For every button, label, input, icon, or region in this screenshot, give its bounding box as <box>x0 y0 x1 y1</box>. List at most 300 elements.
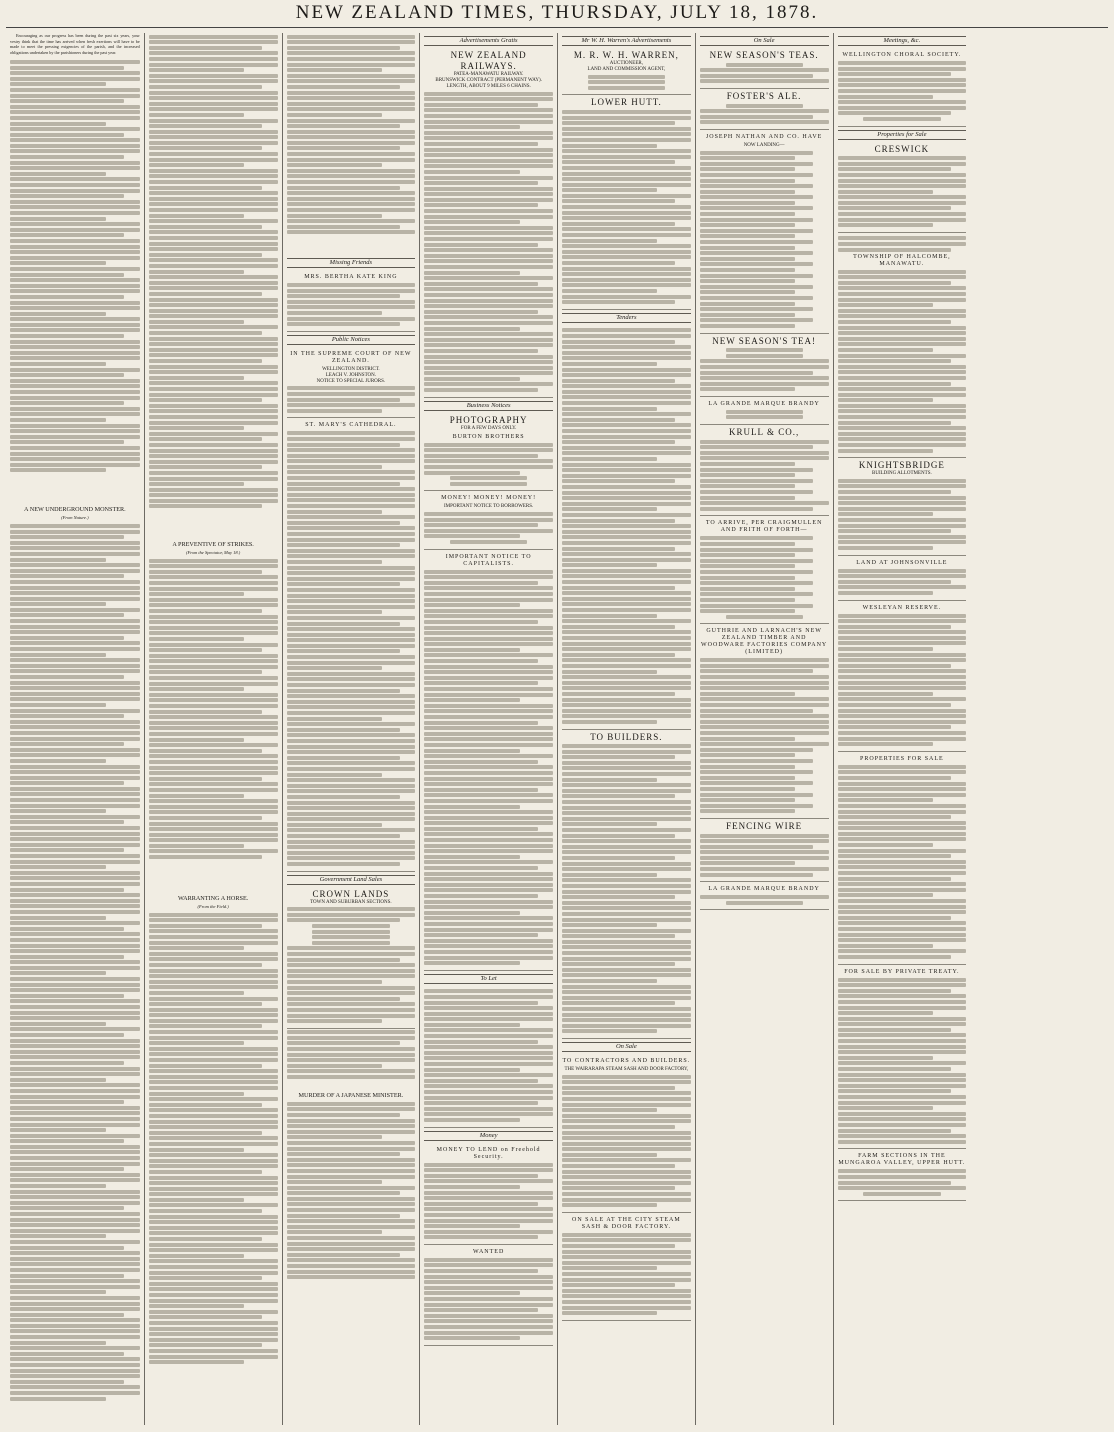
text-line <box>700 598 795 602</box>
text-line <box>562 940 691 944</box>
text-line <box>149 810 278 814</box>
text-line <box>287 812 416 816</box>
text-line <box>838 337 967 341</box>
text-line <box>287 526 416 530</box>
text-line <box>700 240 813 244</box>
text-line <box>562 862 691 866</box>
text-line <box>424 142 537 146</box>
knightsbridge-sub: BUILDING ALLOTMENTS. <box>872 471 932 477</box>
text-line <box>10 1083 140 1087</box>
text-line <box>700 725 829 729</box>
text-line <box>10 284 140 288</box>
text-line <box>424 1163 553 1167</box>
text-line <box>424 338 553 342</box>
text-line <box>838 686 967 690</box>
text-line <box>149 365 278 369</box>
text-line <box>838 983 967 987</box>
guthrie-head: GUTHRIE AND LARNACH'S NEW ZEALAND TIMBER AND WOODWARE FACTORIES COMPANY (LIMITED) <box>701 628 828 656</box>
text-line <box>424 97 553 101</box>
text-line <box>149 609 262 613</box>
text-line <box>149 460 278 464</box>
text-line <box>10 871 140 875</box>
text-line <box>424 737 553 741</box>
text-line <box>287 952 416 956</box>
text-line <box>424 1096 553 1100</box>
text-line <box>562 580 691 584</box>
text-line <box>287 711 416 715</box>
text-line <box>287 1075 416 1079</box>
text-line <box>838 1045 967 1049</box>
text-line <box>562 407 657 411</box>
text-line <box>287 1225 416 1229</box>
article-body <box>10 522 140 1402</box>
text-line <box>287 1197 416 1201</box>
text-line <box>562 962 675 966</box>
text-line <box>10 1195 140 1199</box>
text-line <box>562 597 691 601</box>
text-line <box>10 1302 140 1306</box>
text-line <box>424 198 553 202</box>
text-line <box>838 212 967 216</box>
text-line <box>10 1005 140 1009</box>
text-line <box>10 737 140 741</box>
text-line <box>562 1255 691 1259</box>
text-line <box>562 216 691 220</box>
text-line <box>10 1363 140 1367</box>
section-on-sale: On Sale <box>700 36 829 46</box>
text-line <box>838 535 967 539</box>
text-line <box>149 615 278 619</box>
text-line <box>312 941 389 945</box>
text-line <box>149 581 278 585</box>
text-line <box>149 570 262 574</box>
text-line <box>562 586 675 590</box>
text-line <box>838 860 967 864</box>
text-line <box>10 1178 140 1182</box>
text-line <box>700 387 795 391</box>
text-line <box>149 292 262 296</box>
text-line <box>424 321 553 325</box>
text-line <box>287 1236 416 1240</box>
text-line <box>424 534 519 538</box>
johnsonville-ad <box>838 556 967 601</box>
text-line <box>424 749 519 753</box>
text-line <box>562 912 691 916</box>
text-line <box>287 627 416 631</box>
text-line <box>838 242 967 246</box>
text-line <box>562 1300 691 1304</box>
text-line <box>700 490 813 494</box>
text-line <box>562 647 691 651</box>
text-line <box>149 465 262 469</box>
text-line <box>10 1329 140 1333</box>
text-line <box>149 1041 244 1045</box>
text-line <box>149 1036 278 1040</box>
text-line <box>838 286 967 290</box>
text-line <box>10 971 106 975</box>
text-line <box>149 303 278 307</box>
text-line <box>424 1168 553 1172</box>
reserve-head: WESLEYAN RESERVE. <box>862 604 942 611</box>
nathan-head: JOSEPH NATHAN AND CO. HAVE <box>705 133 823 140</box>
text-line <box>149 575 278 579</box>
text-line <box>287 1002 416 1006</box>
text-line <box>149 314 278 318</box>
private-treaty-ad <box>838 965 967 1150</box>
text-line <box>424 816 553 820</box>
text-line <box>838 675 967 679</box>
text-line <box>838 359 951 363</box>
text-line <box>10 613 124 617</box>
text-line <box>10 334 124 338</box>
text-line <box>287 739 416 743</box>
text-line <box>562 951 691 955</box>
text-line <box>838 569 967 573</box>
text-line <box>424 1112 553 1116</box>
text-line <box>10 932 140 936</box>
railway-sub: PATEA-MANAWATU RAILWAY. <box>453 72 524 77</box>
text-line <box>838 1095 967 1099</box>
text-line <box>287 119 416 123</box>
text-line <box>149 844 244 848</box>
text-line <box>700 592 813 596</box>
text-line <box>562 384 691 388</box>
text-line <box>700 845 813 849</box>
text-line <box>424 159 553 163</box>
text-line <box>562 541 691 545</box>
text-line <box>287 403 416 407</box>
text-line <box>700 257 795 261</box>
text-line <box>10 580 140 584</box>
text-line <box>424 226 553 230</box>
text-line <box>424 243 537 247</box>
text-line <box>10 94 140 98</box>
text-line <box>287 141 416 145</box>
text-line <box>149 286 278 290</box>
text-line <box>10 396 140 400</box>
text-line <box>287 398 400 402</box>
text-line <box>562 895 675 899</box>
text-line <box>562 172 691 176</box>
text-line <box>562 474 691 478</box>
photo-sub: FOR A FEW DAYS ONLY. <box>460 425 517 431</box>
text-line <box>149 119 278 123</box>
text-line <box>149 849 278 853</box>
text-line <box>424 1280 553 1284</box>
text-line <box>562 121 675 125</box>
text-line <box>10 1055 140 1059</box>
text-line <box>424 1269 537 1273</box>
johnsonville-head: LAND AT JOHNSONVILLE <box>856 559 948 566</box>
text-line <box>424 793 553 797</box>
text-line <box>700 697 829 701</box>
text-line <box>838 776 951 780</box>
text-line <box>10 921 140 925</box>
text-line <box>562 295 691 299</box>
text-line <box>287 1014 416 1018</box>
text-line <box>562 149 691 153</box>
text-line <box>562 806 691 810</box>
text-line <box>10 1128 106 1132</box>
text-line <box>149 1114 278 1118</box>
text-line <box>424 1263 553 1267</box>
text-line <box>10 446 140 450</box>
text-line <box>10 1285 140 1289</box>
text-line <box>149 676 278 680</box>
text-line <box>562 289 657 293</box>
text-line <box>562 368 691 372</box>
wanted-ad <box>424 1245 553 1346</box>
text-line <box>700 285 813 289</box>
text-line <box>424 944 553 948</box>
text-line <box>149 980 278 984</box>
text-line <box>424 1001 537 1005</box>
text-line <box>10 1385 140 1389</box>
text-line <box>287 862 400 866</box>
text-line <box>562 789 691 793</box>
text-line <box>287 283 416 287</box>
text-line <box>424 922 553 926</box>
text-line <box>287 1041 400 1045</box>
text-line <box>149 102 278 106</box>
text-line <box>424 877 553 881</box>
text-line <box>149 946 244 950</box>
farm-sections-ad <box>838 1149 967 1201</box>
text-line <box>562 839 691 843</box>
text-line <box>838 1175 967 1179</box>
text-line <box>424 443 553 447</box>
text-line <box>287 305 416 309</box>
text-line <box>838 546 933 550</box>
text-line <box>562 1238 691 1242</box>
text-line <box>562 642 691 646</box>
column-7 <box>833 33 971 1425</box>
text-line <box>10 1134 140 1138</box>
text-line <box>838 281 951 285</box>
text-line <box>562 800 691 804</box>
text-line <box>838 742 933 746</box>
text-line <box>424 1297 553 1301</box>
halcombe-ad <box>838 233 967 458</box>
text-line <box>149 152 278 156</box>
text-line <box>10 149 140 153</box>
text-line <box>149 258 278 262</box>
text-line <box>149 51 278 55</box>
text-line <box>726 415 803 419</box>
warren-name: M. R. W. H. WARREN, <box>573 50 679 60</box>
text-line <box>287 1186 416 1190</box>
text-line <box>424 1118 519 1122</box>
text-line <box>287 515 416 519</box>
text-line <box>424 1235 537 1239</box>
text-line <box>287 655 416 659</box>
text-line <box>424 349 537 353</box>
text-line <box>287 1175 416 1179</box>
city-sale-head: ON SALE AT THE CITY STEAM SASH & DOOR FACTORY. <box>572 1216 681 1230</box>
text-line <box>287 856 416 860</box>
text-line <box>10 753 140 757</box>
text-line <box>562 429 691 433</box>
article-title: A PREVENTIVE OF STRIKES. <box>172 541 254 548</box>
text-line <box>149 559 278 563</box>
text-line <box>10 1223 140 1227</box>
text-line <box>149 1064 262 1068</box>
farm-head: FARM SECTIONS IN THE MUNGAROA VALLEY, UPPER HUTT. <box>838 1153 966 1167</box>
text-line <box>838 432 967 436</box>
text-line <box>424 148 553 152</box>
text-line <box>838 370 967 374</box>
text-line <box>838 893 933 897</box>
nathan-ad <box>700 130 829 334</box>
text-line <box>424 995 553 999</box>
text-line <box>10 1346 140 1350</box>
text-line <box>10 155 124 159</box>
text-line <box>424 581 537 585</box>
section-meetings: Meetings, &c. <box>838 36 967 46</box>
text-line <box>562 985 691 989</box>
text-line <box>424 299 553 303</box>
reserve-ad <box>838 601 967 752</box>
text-line <box>700 765 795 769</box>
text-line <box>287 521 400 525</box>
text-line <box>10 295 124 299</box>
text-line <box>700 536 813 540</box>
text-line <box>149 230 278 234</box>
text-line <box>287 566 416 570</box>
text-line <box>562 558 691 562</box>
text-line <box>424 265 553 269</box>
contractors-head: TO CONTRACTORS AND BUILDERS. <box>562 1057 691 1064</box>
text-line <box>838 529 951 533</box>
text-line <box>838 404 967 408</box>
text-line <box>287 1275 416 1279</box>
text-line <box>149 1315 262 1319</box>
text-line <box>562 244 691 248</box>
text-line <box>838 877 951 881</box>
text-line <box>838 921 967 925</box>
text-line <box>10 983 140 987</box>
text-line <box>838 518 967 522</box>
text-line <box>562 1289 691 1293</box>
text-line <box>10 1039 140 1043</box>
text-line <box>424 125 519 129</box>
section-warren: Mr W. H. Warren's Advertisements <box>562 36 691 46</box>
text-line <box>10 653 106 657</box>
text-line <box>562 261 675 265</box>
text-line <box>10 647 140 651</box>
text-line <box>287 46 400 50</box>
text-line <box>424 259 553 263</box>
text-line <box>10 904 140 908</box>
text-line <box>562 675 691 679</box>
text-line <box>287 560 382 564</box>
text-line <box>149 1164 278 1168</box>
text-line <box>10 860 140 864</box>
text-line <box>149 1237 262 1241</box>
text-line <box>700 218 813 222</box>
text-line <box>149 805 278 809</box>
text-line <box>10 938 140 942</box>
text-line <box>149 855 262 859</box>
text-line <box>10 127 140 131</box>
text-line <box>838 1140 967 1144</box>
text-line <box>10 200 140 204</box>
text-line <box>10 686 140 690</box>
text-line <box>149 281 278 285</box>
text-line <box>700 167 795 171</box>
text-line <box>287 102 416 106</box>
text-line <box>149 331 262 335</box>
text-line <box>424 454 537 458</box>
text-line <box>424 709 553 713</box>
text-line <box>700 359 829 363</box>
text-line <box>287 582 400 586</box>
text-line <box>424 327 519 331</box>
text-line <box>149 1120 278 1124</box>
text-line <box>838 387 967 391</box>
text-line <box>838 1050 967 1054</box>
text-line <box>700 553 795 557</box>
teas-head: NEW SEASON'S TEAS. <box>709 50 819 60</box>
text-line <box>149 1215 278 1219</box>
text-line <box>287 392 416 396</box>
text-line <box>10 1341 106 1345</box>
text-line <box>149 659 278 663</box>
text-block <box>149 33 278 538</box>
text-line <box>838 782 967 786</box>
text-line <box>149 91 278 95</box>
text-line <box>562 828 691 832</box>
text-line <box>287 789 416 793</box>
text-line <box>562 468 691 472</box>
text-line <box>562 1266 657 1270</box>
text-line <box>700 748 813 752</box>
text-line <box>838 479 967 483</box>
text-line <box>10 1240 140 1244</box>
text-line <box>287 1019 382 1023</box>
text-line <box>10 435 140 439</box>
text-line <box>10 1318 140 1322</box>
text-line <box>287 823 382 827</box>
text-line <box>562 1181 691 1185</box>
text-line <box>424 1090 553 1094</box>
text-line <box>424 609 553 613</box>
text-line <box>424 1006 553 1010</box>
text-line <box>149 264 278 268</box>
text-line <box>700 324 795 328</box>
text-line <box>700 79 829 83</box>
text-line <box>10 759 106 763</box>
text-line <box>10 1397 106 1401</box>
text-line <box>149 957 278 961</box>
text-line <box>149 1338 278 1342</box>
text-line <box>287 135 416 139</box>
text-line <box>700 190 795 194</box>
article-body <box>287 1100 416 1300</box>
text-line <box>10 1089 140 1093</box>
text-line <box>838 882 967 886</box>
text-line <box>10 328 140 332</box>
text-line <box>562 878 691 882</box>
text-line <box>838 398 933 402</box>
text-line <box>149 637 244 641</box>
text-line <box>149 913 278 917</box>
lower-hutt-ad <box>562 95 691 309</box>
text-line <box>562 1119 691 1123</box>
text-line <box>562 423 691 427</box>
text-line <box>562 300 675 304</box>
text-line <box>10 384 140 388</box>
